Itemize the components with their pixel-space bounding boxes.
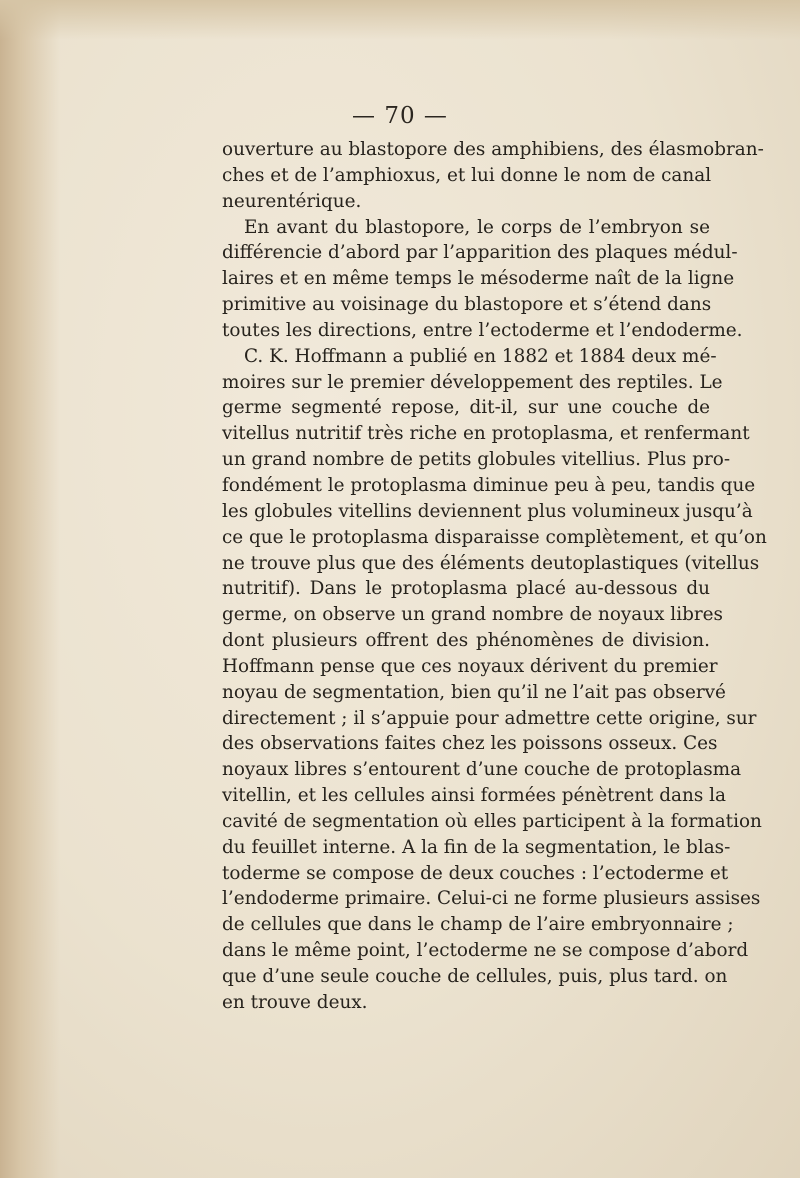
text-line: En avant du blastopore, le corps de l’embryon se: [244, 216, 710, 238]
text-line: toderme se compose de deux couches : l’ectoderme et: [222, 862, 729, 884]
text-line: vitellin, et les cellules ainsi formées pénètrent dans la: [222, 785, 726, 807]
text-line: en trouve deux.: [222, 991, 368, 1013]
text-line: noyau de segmentation, bien qu’il ne l’ait pas observé: [222, 681, 726, 703]
text-line: toutes les directions, entre l’ectoderme et l’endoderme.: [222, 319, 743, 341]
text-line: ches et de l’amphioxus, et lui donne le nom de canal: [222, 164, 712, 186]
text-line: germe segmenté repose, dit-il, sur une couche de: [222, 397, 710, 419]
text-line: laires et en même temps le mésoderme naît de la ligne: [222, 268, 735, 290]
text-line: Hoffmann pense que ces noyaux dérivent du premier: [222, 655, 718, 677]
text-line: nutritif). Dans le protoplasma placé au-dessous du: [222, 578, 710, 600]
text-line: neurentérique.: [222, 190, 362, 212]
text-line: directement ; il s’appuie pour admettre cette origine, sur: [222, 707, 757, 729]
text-line: germe, on observe un grand nombre de noyaux libres: [222, 604, 723, 626]
text-line: les globules vitellins deviennent plus volumineux jusqu’à: [222, 500, 753, 522]
text-line: cavité de segmentation où elles participent à la formation: [222, 810, 762, 832]
page-number: — 70 —: [352, 103, 448, 129]
text-line: de cellules que dans le champ de l’aire embryonnaire ;: [222, 914, 734, 936]
text-line: moires sur le premier développement des reptiles. Le: [222, 371, 723, 393]
text-line: ce que le protoplasma disparaisse complètement, et qu’on: [222, 526, 767, 548]
text-line: du feuillet interne. A la fin de la segmentation, le blas-: [222, 836, 731, 858]
text-line: fondément le protoplasma diminue peu à peu, tandis que: [222, 474, 756, 496]
text-line: C. K. Hoffmann a publié en 1882 et 1884 deux mé-: [244, 345, 717, 367]
text-line: un grand nombre de petits globules vitellius. Plus pro-: [222, 449, 731, 471]
page-shadow-top: [0, 0, 800, 40]
page-shadow-left: [0, 0, 60, 1178]
text-line: primitive au voisinage du blastopore et s’étend dans: [222, 294, 712, 316]
text-line: ne trouve plus que des éléments deutoplastiques (vitellus: [222, 552, 760, 574]
text-line: vitellus nutritif très riche en protoplasma, et renfermant: [222, 423, 750, 445]
text-line: différencie d’abord par l’apparition des plaques médul-: [222, 242, 738, 264]
text-line: l’endoderme primaire. Celui-ci ne forme plusieurs assises: [222, 888, 761, 910]
text-line: noyaux libres s’entourent d’une couche de protoplasma: [222, 759, 742, 781]
text-line: dans le même point, l’ectoderme ne se compose d’abord: [222, 940, 749, 962]
text-line: des observations faites chez les poissons osseux. Ces: [222, 733, 718, 755]
text-line: ouverture au blastopore des amphibiens, des élasmobran-: [222, 139, 764, 160]
body-text: [222, 137, 767, 1016]
text-line: dont plusieurs offrent des phénomènes de division.: [222, 630, 710, 652]
text-line: que d’une seule couche de cellules, puis, plus tard. on: [222, 966, 728, 987]
